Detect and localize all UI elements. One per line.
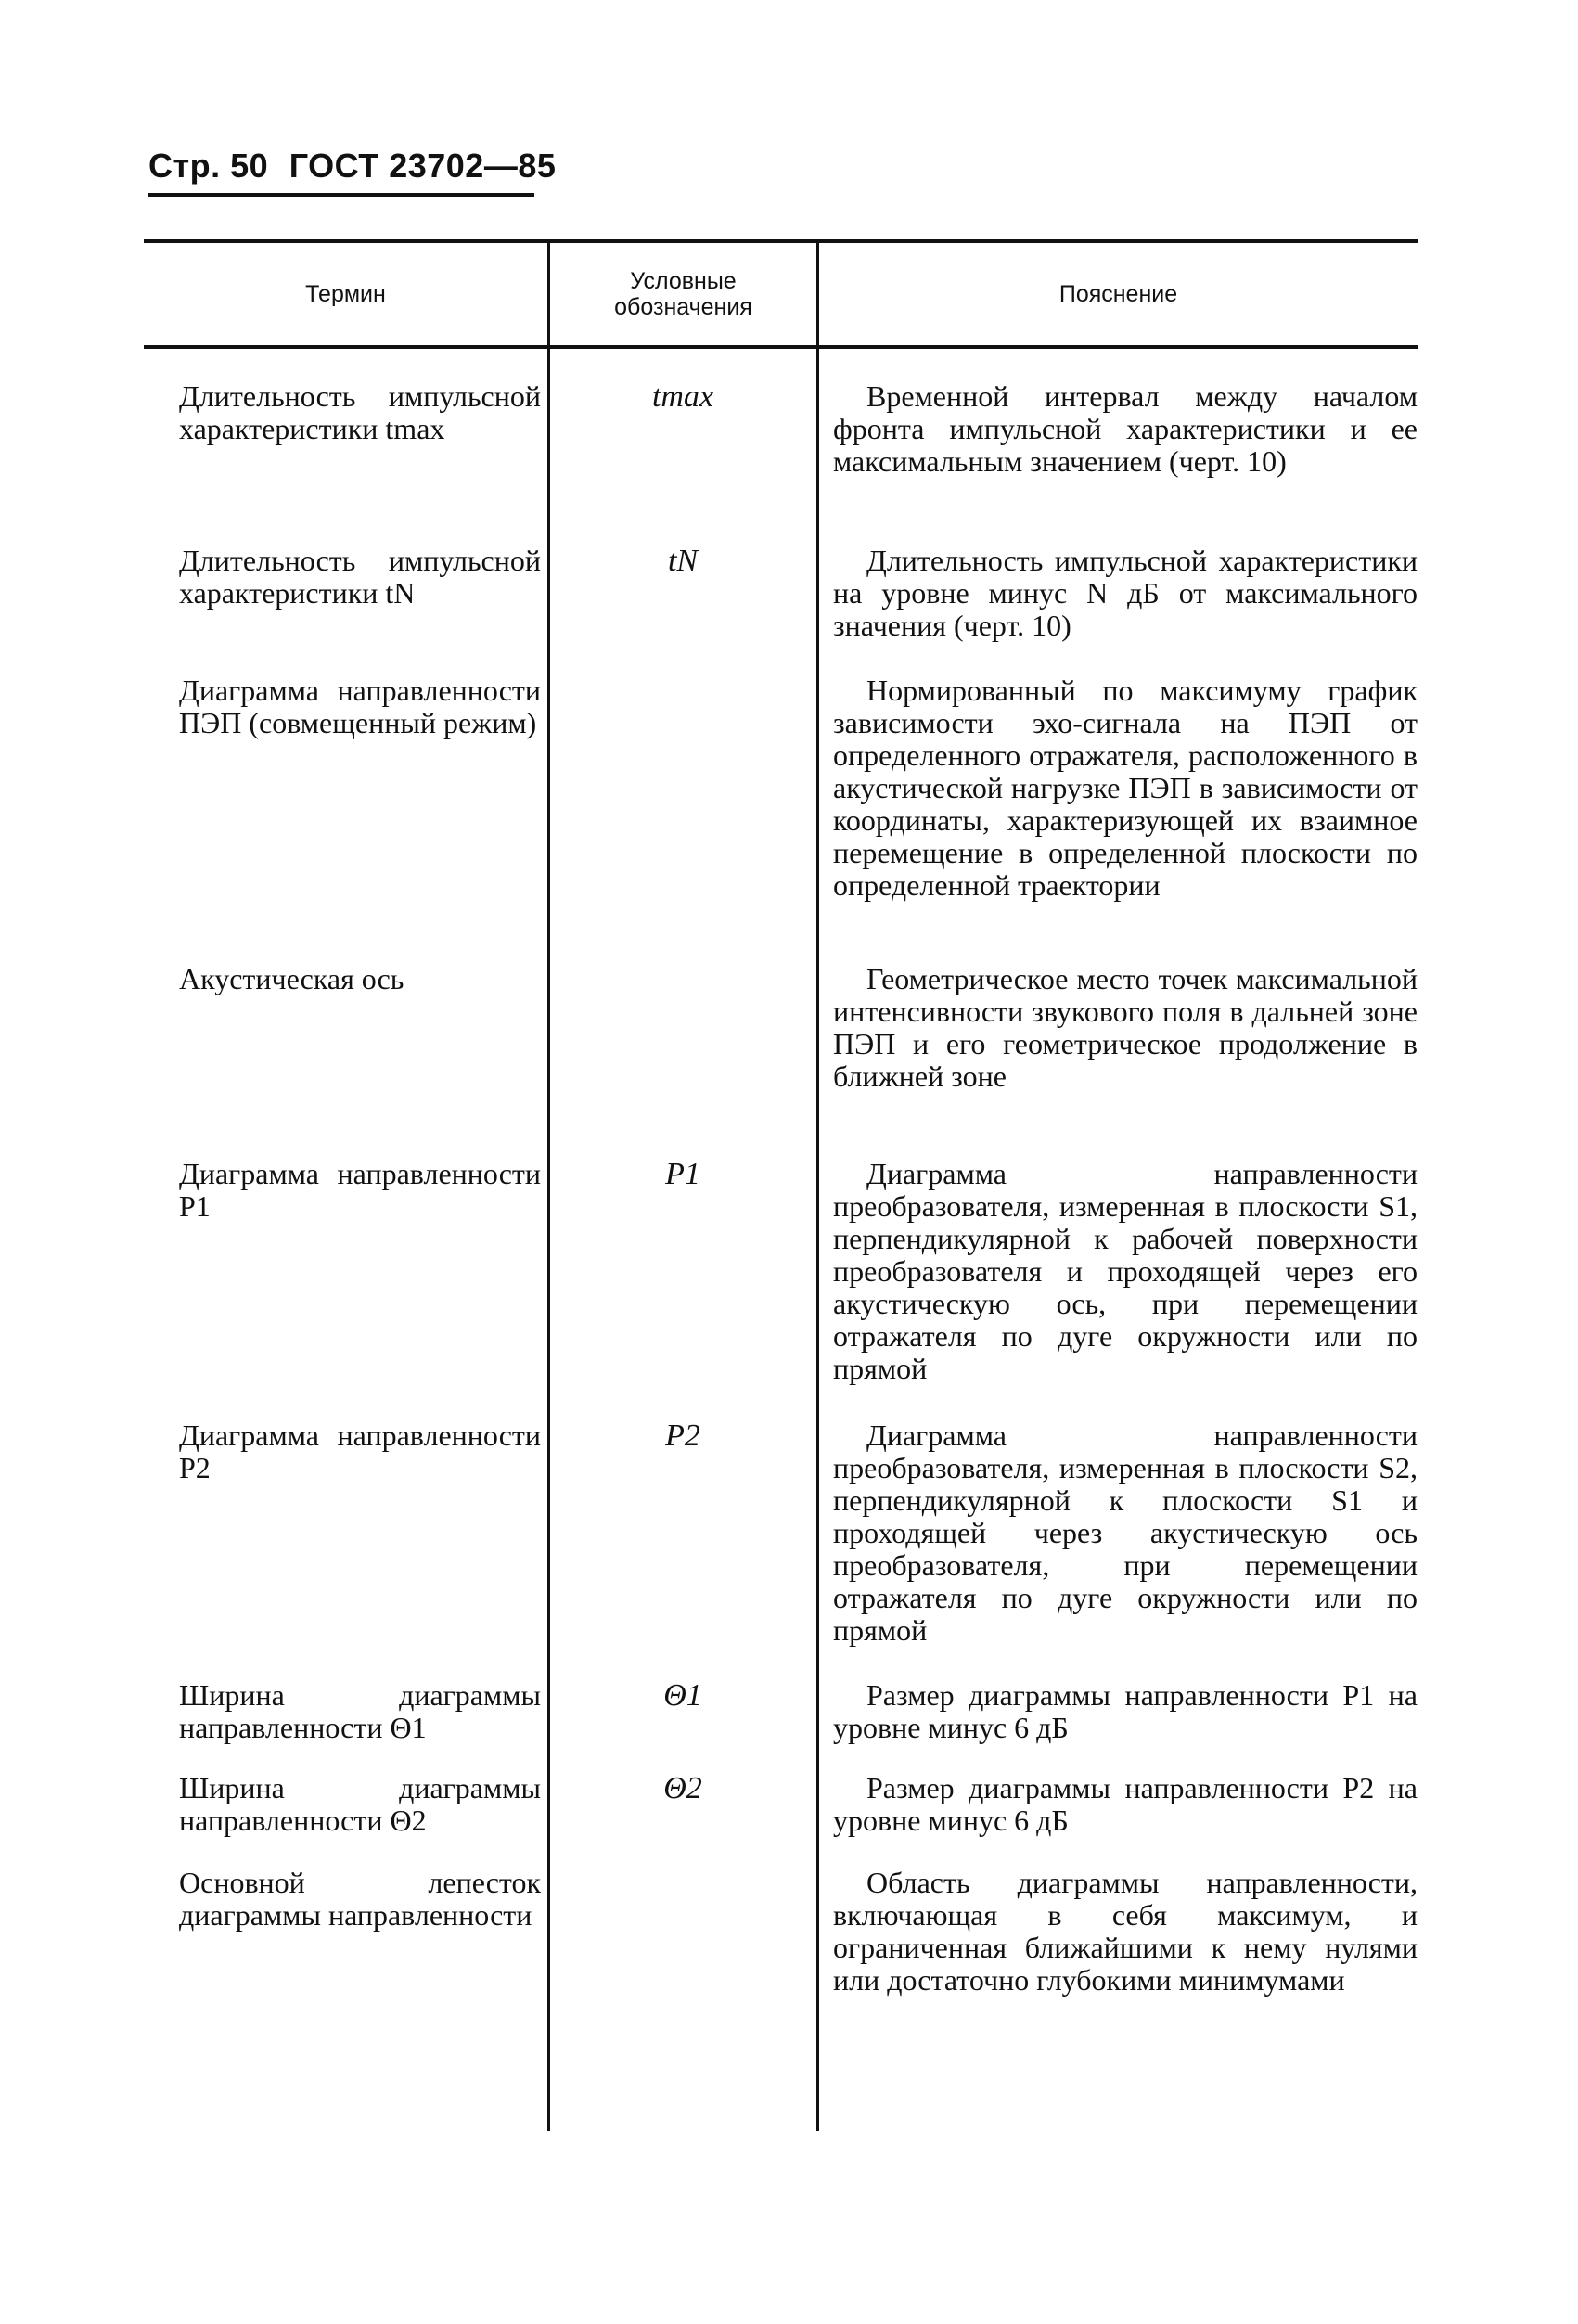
header-rule — [148, 193, 534, 197]
column-header-term: Термин — [305, 281, 386, 307]
column-header-symbol-text: Условные обозначения — [614, 268, 752, 320]
page-header — [148, 147, 567, 186]
symbol-cell: Θ2 — [663, 1771, 702, 1805]
symbol-cell: tmax — [651, 379, 714, 414]
term-cell: Ширина диаграммы направленности Θ2 — [179, 1771, 541, 1837]
term-cell: Диаграмма направленности P1 — [179, 1157, 541, 1223]
term-cell: Диаграмма направленности ПЭП (совмещенный режим) — [179, 674, 541, 739]
explanation-cell: Размер диаграммы направленности P1 на уровне минус 6 дБ — [833, 1678, 1418, 1744]
term-cell: Акустическая ось — [179, 962, 404, 995]
symbol-cell: tN — [667, 544, 699, 578]
column-divider-1 — [547, 243, 550, 2131]
term-cell: Диаграмма направленности P2 — [179, 1419, 541, 1484]
symbol-cell: P2 — [665, 1419, 700, 1453]
explanation-cell: Временной интервал между началом фронта импульсной характеристики и ее максимальным значением (черт. 10) — [833, 379, 1418, 478]
column-header-symbol — [550, 243, 816, 345]
explanation-cell: Размер диаграммы направленности P2 на уровне минус 6 дБ — [833, 1771, 1418, 1837]
table-header-rule — [144, 345, 1418, 349]
explanation-cell: Диаграмма направленности преобразователя, измеренная в плоскости S2, перпендикулярной к плоскости S1 и проходящей через акустическую ось преобразователя, при перемещении отражателя по дуге окружности или по прямой — [833, 1419, 1418, 1647]
symbol-cell: P1 — [665, 1157, 700, 1191]
explanation-cell: Диаграмма направленности преобразователя, измеренная в плоскости S1, перпендикулярной к рабочей поверхности преобразователя и проходящей через его акустическую ось, при перемещении отражателя по дуге окружности или по прямой — [833, 1157, 1418, 1385]
term-cell: Длительность импульсной характеристики tmax — [179, 379, 541, 445]
column-header-explanation: Пояснение — [1058, 281, 1178, 307]
term-cell: Длительность импульсной характеристики tN — [179, 544, 541, 610]
term-cell: Ширина диаграммы направленности Θ1 — [179, 1678, 541, 1744]
explanation-cell: Длительность импульсной характеристики на уровне минус N дБ от максимального значения (черт. 10) — [833, 544, 1418, 642]
column-divider-2 — [816, 243, 819, 2131]
page-number: Стр. 50 — [148, 147, 269, 185]
explanation-cell: Нормированный по максимуму график зависимости эхо-сигнала на ПЭП от определенного отражателя, расположенного в акустической нагрузке ПЭП в зависимости от координаты, характеризующей их взаимное перемещение в определенной плоскости по определенной траектории — [833, 674, 1418, 902]
standard-code: ГОСТ 23702—85 — [289, 147, 557, 185]
term-cell: Основной лепесток диаграммы направленности — [179, 1866, 541, 1932]
symbol-cell: Θ1 — [663, 1678, 702, 1713]
explanation-cell: Область диаграммы направленности, включающая в себя максимум, и ограниченная ближайшими к нему нулями или достаточно глубокими минимумами — [833, 1866, 1418, 1997]
explanation-cell: Геометрическое место точек максимальной интенсивности звукового поля в дальней зоне ПЭП и его геометрическое продолжение в ближней зоне — [833, 962, 1418, 1093]
